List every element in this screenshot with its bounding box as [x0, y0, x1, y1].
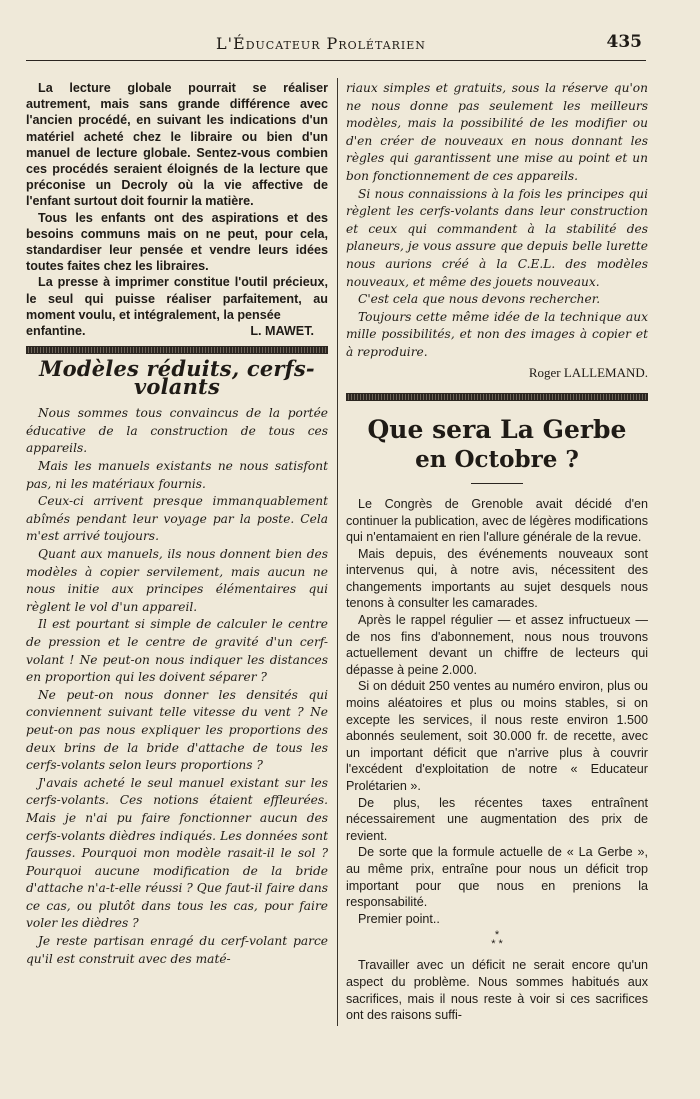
asterism-bottom: * *: [491, 938, 503, 951]
kites-article-continued: [346, 80, 648, 381]
title-underline: [471, 483, 523, 484]
intro-signature-line: [26, 323, 328, 340]
left-column: [26, 80, 328, 968]
article-author: Roger LALLEMAND.: [528, 364, 648, 380]
paragraph: Mais les manuels existants ne nous satisfont pas, ni les matériaux fournis.: [26, 459, 328, 491]
page-header: [26, 30, 646, 61]
paragraph: Tous les enfants ont des aspirations et des besoins communs mais on ne peut, pour cela, standardiser leur pensée et vendre leurs idées toutes faites chez les libraires.: [26, 210, 328, 274]
gerbe-article: [346, 496, 648, 1024]
gerbe-title-line2: en Octobre ?: [415, 445, 579, 473]
section-band: [346, 393, 648, 401]
paragraph: Ceux-ci arrivent presque immanquablement abîmés pendant leur voyage par la poste. Cela m'est arrivé toujours.: [26, 494, 328, 544]
journal-title: L'Éducateur Prolétarien: [216, 34, 426, 53]
page-number: 435: [606, 32, 642, 52]
paragraph: Si nous connaissions à la fois les principes qui règlent les cerfs-volants dans leur construction et ceux qui commandent à la stabilité des planeurs, je vous assure que depuis belle lurette nous aurions créé à la C.E.L. des modèles nouveaux, et même des jouets nouveaux.: [346, 186, 648, 289]
paragraph: La presse à imprimer constitue l'outil précieux, le seul qui puisse réaliser parfaitement, au moment voulu, et intégralement, la pensée: [26, 275, 328, 322]
paragraph: Mais depuis, des événements nouveaux sont intervenus qui, à notre avis, nécessitent des changements importants au sujet desquels nous tenons à consulter les camarades.: [346, 546, 648, 611]
gerbe-title-line1: Que sera La Gerbe: [367, 414, 627, 444]
paragraph: La lecture globale pourrait se réaliser autrement, mais sans grande différence avec l'ancien procédé, en suivant les indications d'un matériel acheté chez le libraire ou bien d'un manuel de lecture globale. Sentez-vous combien ces procédés seraient éloignés de la lecture que préconise un Decroly où la vie affective de l'enfant surtout doit fournir la matière.: [26, 81, 328, 209]
paragraph: Premier point..: [358, 911, 440, 926]
asterism-top: *: [494, 929, 500, 942]
paragraph: Je reste partisan enragé du cerf-volant parce qu'il est construit avec des maté-: [26, 934, 328, 966]
asterism: [346, 931, 648, 949]
gerbe-title: [346, 415, 648, 475]
paragraph: Quant aux manuels, ils nous donnent bien des modèles à copier servilement, mais aucun ne nous initie aux principes élémentaires qui règlent le vol d'un appareil.: [26, 547, 328, 614]
intro-last-line: enfantine.: [26, 324, 86, 339]
right-column: [346, 80, 648, 1024]
paragraph: De plus, les récentes taxes entraînent nécessairement une augmentation des prix de revient.: [346, 795, 648, 843]
paragraph: Travailler avec un déficit ne serait encore qu'un aspect du problème. Nous sommes habitués aux sacrifices, mais il nous reste à voir si ces sacrifices ont des raisons suffi-: [346, 958, 648, 1023]
kites-article: [26, 405, 328, 968]
paragraph: Toujours cette même idée de la technique aux mille possibilités, et non des images à copier et à reproduire.: [346, 309, 648, 359]
paragraph: Il est pourtant si simple de calculer le centre de pression et le centre de gravité d'un cerf-volant ! Ne peut-on nous indiquer les distances en proportion qui les doivent séparer ?: [26, 617, 328, 685]
paragraph: De sorte que la formule actuelle de « La Gerbe », au même prix, entraîne pour nous un déficit trop important pour que nous en prenions la responsabilité.: [346, 845, 648, 910]
paragraph: Le Congrès de Grenoble avait décidé d'en continuer la publication, avec de légères modifications qui n'entamaient en rien l'allure générale de la revue.: [346, 496, 648, 545]
intro-author: L. MAWET.: [250, 324, 314, 339]
paragraph: Après le rappel régulier — et assez infructueux — de nos fins d'abonnement, nous nous trouvons actuellement devant un chiffre de lecteurs qui dépasse à peine 2.000.: [346, 613, 648, 677]
article-title: Modèles réduits, cerfs-volants: [39, 356, 315, 399]
paragraph: riaux simples et gratuits, sous la réserve qu'on ne nous donne pas seulement les meilleurs modèles, mais la possibilité de les modifier ou d'en créer de nouveaux en nous donnant les règles qui garantissent une mise au point et un bon fonctionnement de ces appareils.: [346, 81, 648, 183]
intro-article: [26, 80, 328, 340]
paragraph: J'avais acheté le seul manuel existant sur les cerfs-volants. Ces notions étaient effleurées. Mais je n'ai pu faire fonctionner aucun des cerfs-volants dièdres indiqués. Les données sont fausses. Pourquoi mon modèle rasait-il le sol ? Pourquoi aucune modification de la bride d'attache n'a-t-elle réussi ? Que faut-il faire dans ce cas, ou plutôt dans tous les cas, pour faire voler les dièdres ?: [26, 775, 328, 931]
paragraph: C'est cela que nous devons rechercher.: [358, 292, 601, 307]
column-divider: [337, 78, 338, 1026]
section-band: [26, 346, 328, 354]
paragraph: Si on déduit 250 ventes au numéro environ, plus ou moins aléatoires et plus ou moins stables, si on excepte les services, il nous reste environ 1.500 abonnés seulement, soit 30.000 fr. de recette, avec un important déficit que n'arrive plus à couvrir l'excédent d'exploitation de notre « Educateur Prolétarien ».: [346, 679, 648, 793]
paragraph: Ne peut-on nous donner les densités qui conviennent suivant telle vitesse du vent ? Ne peut-on pas nous expliquer les proportions des deux brins de la bride d'attache de tous les cerfs-volants selon leurs proportions ?: [26, 687, 328, 773]
paragraph: Nous sommes tous convaincus de la portée éducative de la construction de tous ces appareils.: [26, 406, 328, 456]
